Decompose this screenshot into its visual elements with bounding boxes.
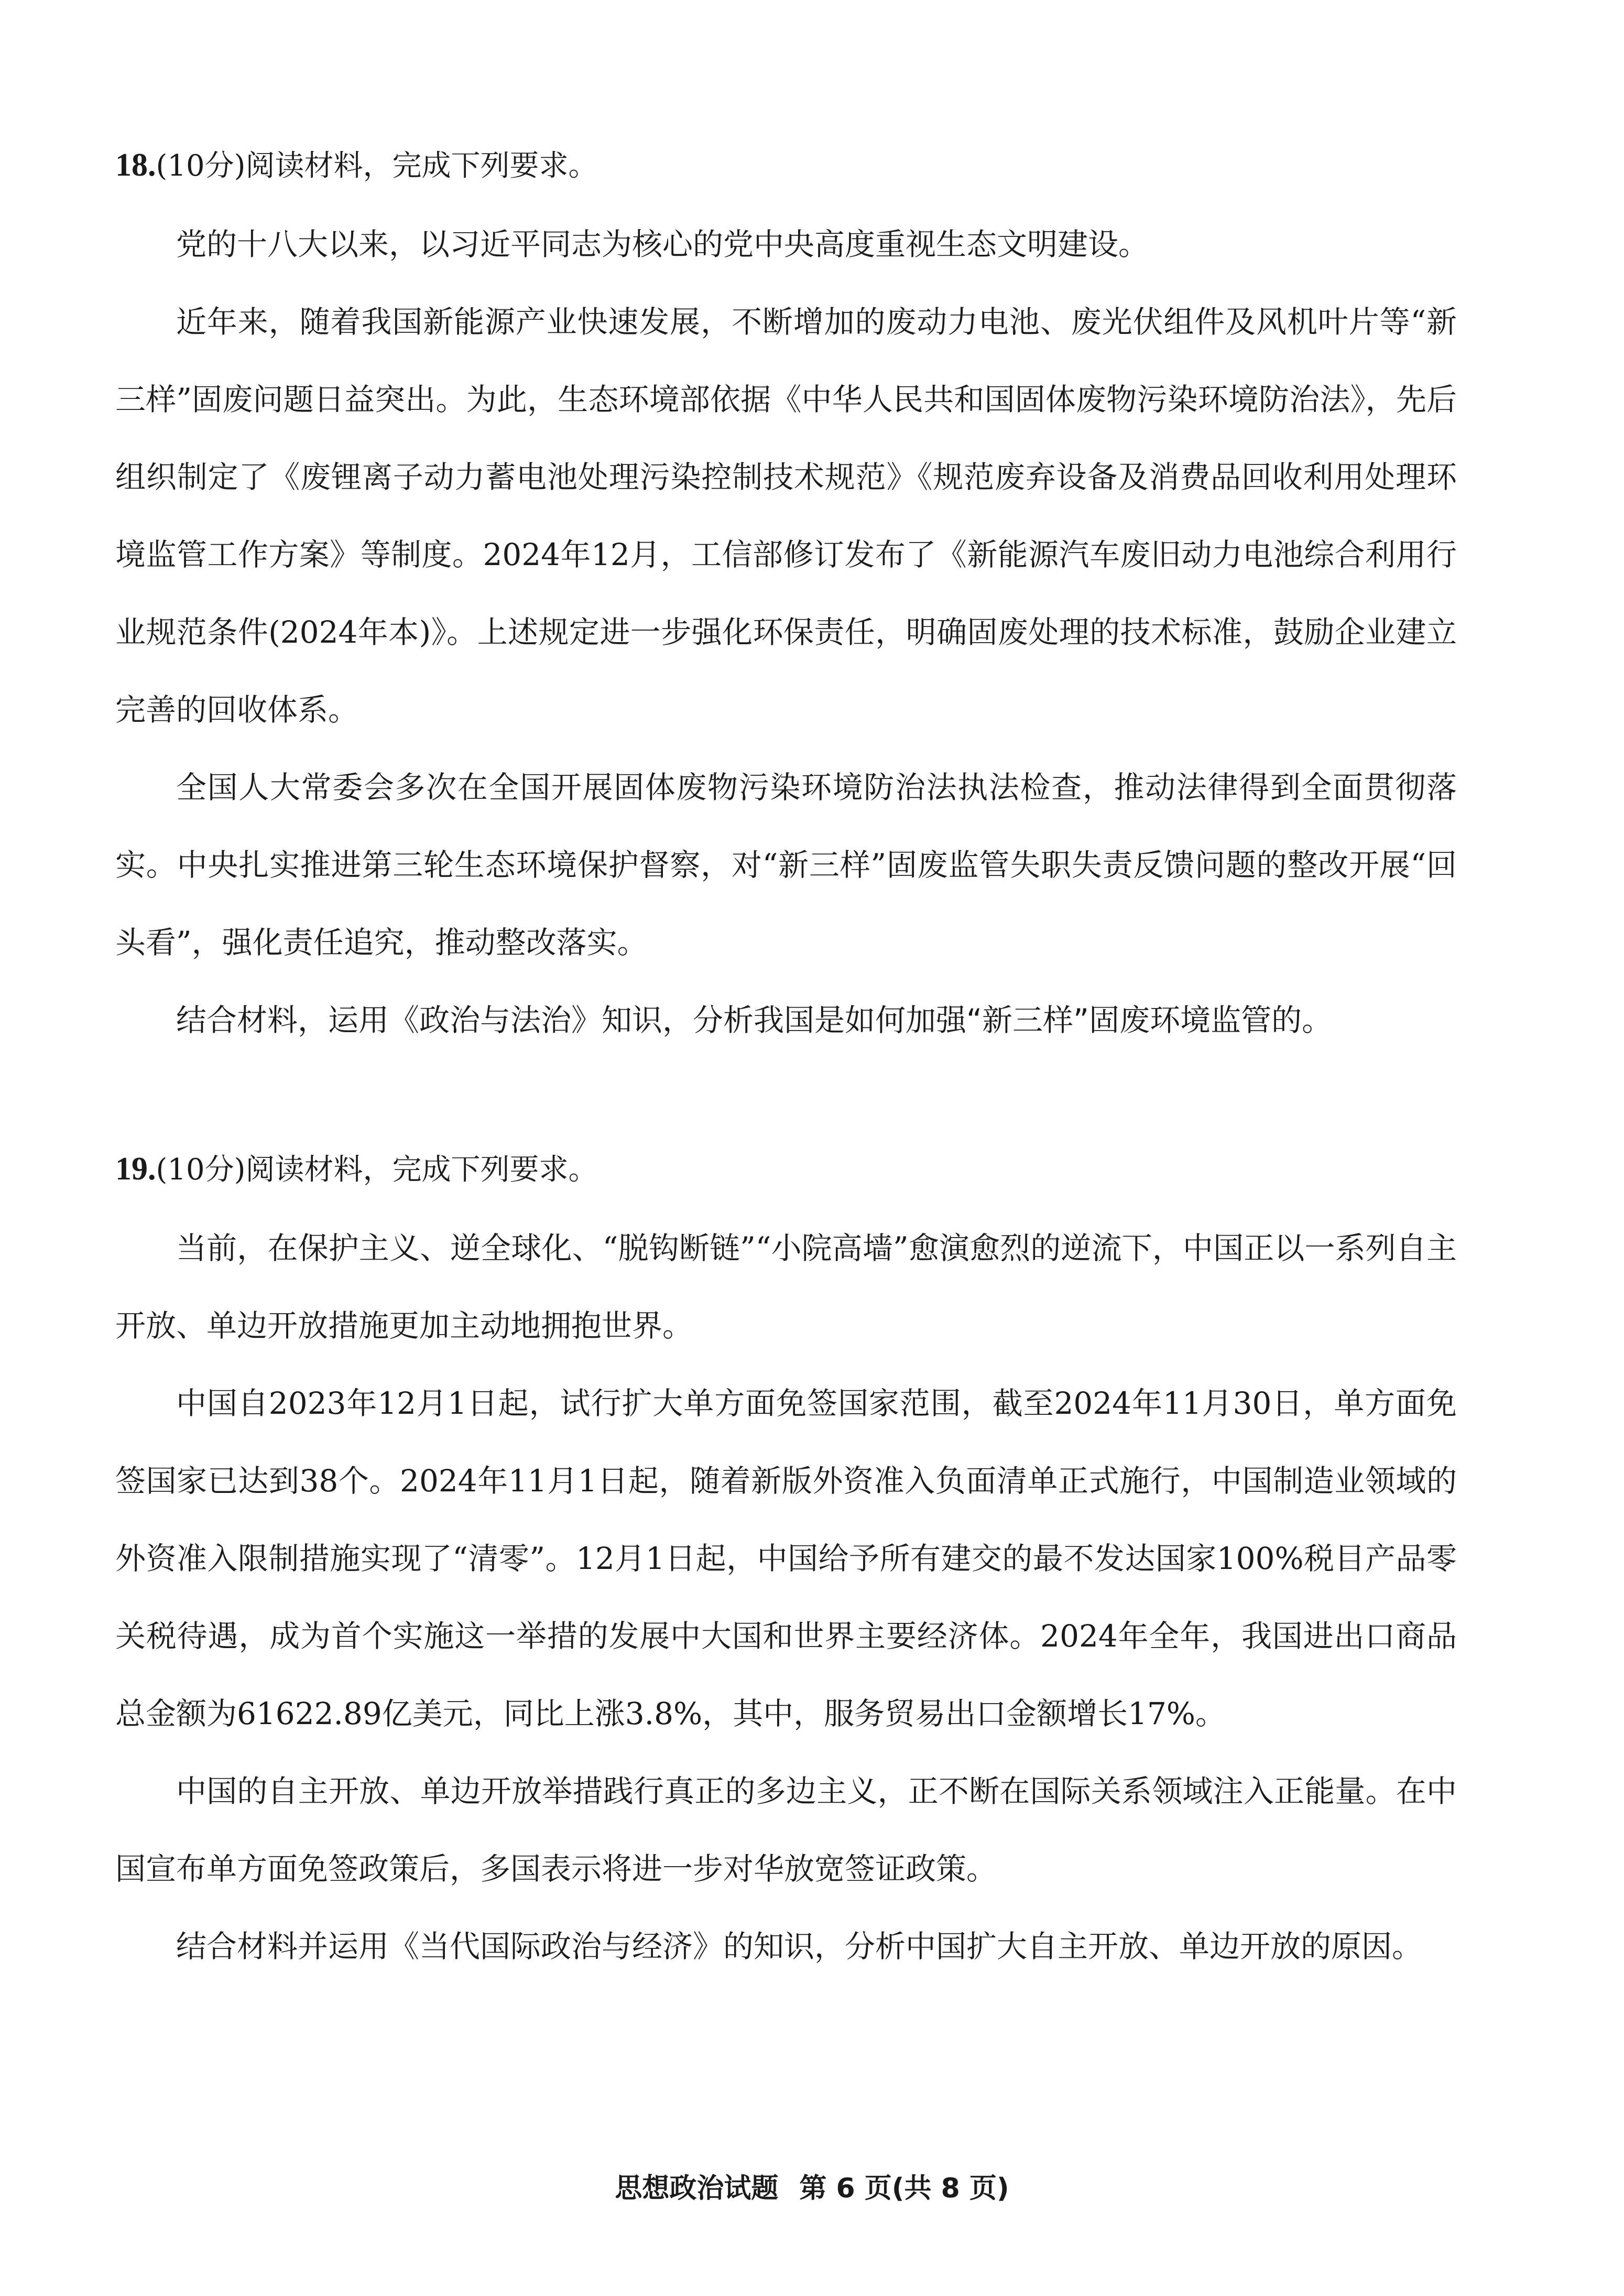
- footer-subject: 思想政治试题: [615, 2173, 779, 2204]
- material-paragraph: 党的十八大以来，以习近平同志为核心的党中央高度重视生态文明建设。: [176, 226, 1149, 262]
- question-number: 18.: [115, 147, 156, 183]
- material-paragraph: 中国自2023年12月1日起，试行扩大单方面免签国家范围，截至2024年11月30日，单方面免签国家已达到38个。2024年11月1日起，随着新版外资准入负面清单正式施行，中国制造业领域的外资准入限制措施实现了“清零”。12月1日起，中国给予所有建交的最不发达国家100%税目产品零关税待遇，成为首个实施这一举措的发展中大国和世界主要经济体。2024年全年，我国进出口商品总金额为61622.89亿美元，同比上涨3.8%，其中，服务贸易出口金额增长17%。: [115, 1385, 1457, 1731]
- question-instruction: (10分)阅读材料，完成下列要求。: [156, 149, 598, 183]
- question-heading: [115, 1130, 1457, 1209]
- material-paragraph: 当前，在保护主义、逆全球化、“脱钩断链”“小院高墙”愈演愈烈的逆流下，中国正以一系列自主开放、单边开放措施更加主动地拥抱世界。: [115, 1230, 1457, 1344]
- material-paragraph: 近年来，随着我国新能源产业快速发展，不断增加的废动力电池、废光伏组件及风机叶片等“新三样”固废问题日益突出。为此，生态环境部依据《中华人民共和国固体废物污染环境防治法》，先后组织制定了《废锂离子动力蓄电池处理污染控制技术规范》《规范废弃设备及消费品回收利用处理环境监管工作方案》等制度。2024年12月，工信部修订发布了《新能源汽车废旧动力电池综合利用行业规范条件(2024年本)》。上述规定进一步强化环保责任，明确固废处理的技术标准，鼓励企业建立完善的回收体系。: [115, 304, 1457, 728]
- material-paragraph: 全国人大常委会多次在全国开展固体废物污染环境防治法执法检查，推动法律得到全面贯彻落实。中央扎实推进第三轮生态环境保护督察，对“新三样”固废监管失职失责反馈问题的整改开展“回头看”，强化责任追究，推动整改落实。: [115, 770, 1457, 960]
- question-19: [115, 1130, 1457, 1985]
- question-instruction: (10分)阅读材料，完成下列要求。: [156, 1153, 598, 1187]
- question-heading: [115, 126, 1457, 205]
- question-18: [115, 126, 1457, 1059]
- material-paragraph: 中国的自主开放、单边开放举措践行真正的多边主义，正不断在国际关系领域注入正能量。在中国宣布单方面免签政策后，多国表示将进一步对华放宽签证政策。: [115, 1773, 1457, 1887]
- question-number: 19.: [115, 1151, 156, 1187]
- question-prompt: 结合材料并运用《当代国际政治与经济》的知识，分析中国扩大自主开放、单边开放的原因。: [176, 1929, 1423, 1964]
- footer-page-number: 第 6 页(共 8 页): [799, 2173, 1009, 2204]
- page-footer: [0, 2168, 1624, 2210]
- question-prompt: 结合材料，运用《政治与法治》知识，分析我国是如何加强“新三样”固废环境监管的。: [176, 1002, 1333, 1038]
